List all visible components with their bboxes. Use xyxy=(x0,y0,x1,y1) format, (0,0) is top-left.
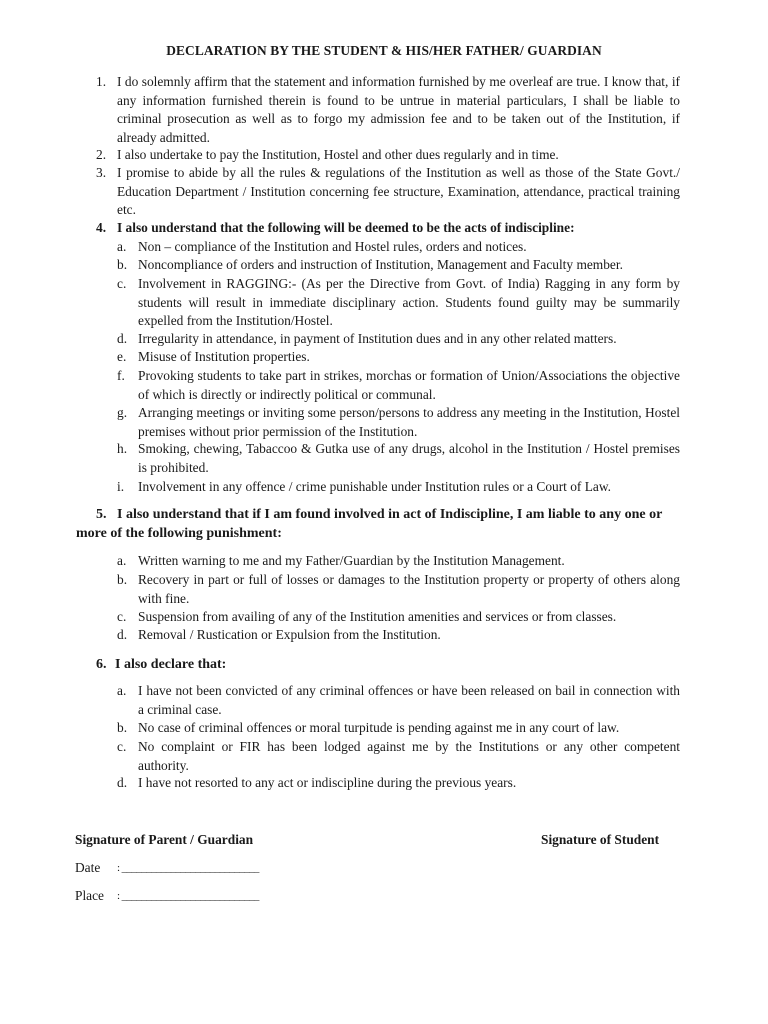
sub-item-text: Recovery in part or full of losses or damages to the Institution property or property of others along with fine. xyxy=(138,572,680,606)
sub-item-text: Suspension from availing of any of the Institution amenities and services or from classes. xyxy=(138,609,617,624)
sub-item-letter: d. xyxy=(117,331,128,346)
sub-item-text: Non – compliance of the Institution and Hostel rules, orders and notices. xyxy=(138,239,527,254)
list-item xyxy=(96,219,680,238)
list-item xyxy=(96,73,680,147)
sub-item-letter: a. xyxy=(117,553,127,568)
item-text: I promise to abide by all the rules & regulations of the Institution as well as those of the State Govt./ Education Department / Institution concerning fee structure, Examination, attendance, practical training etc. xyxy=(117,165,680,217)
place-label: Place xyxy=(75,888,104,903)
item-number: 3. xyxy=(96,165,107,180)
sub-item-letter: e. xyxy=(117,349,127,364)
sub-item-text: I have not resorted to any act or indiscipline during the previous years. xyxy=(138,775,517,790)
sub-item-letter: h. xyxy=(117,441,128,456)
parent-signature-label: Signature of Parent / Guardian xyxy=(75,832,254,847)
sub-item-text: Removal / Rustication or Expulsion from the Institution. xyxy=(138,627,441,642)
sub-item-letter: b. xyxy=(117,572,128,587)
sub-item-letter: a. xyxy=(117,239,127,254)
sub-item-text: Written warning to me and my Father/Guardian by the Institution Management. xyxy=(138,553,565,568)
sub-item-letter: b. xyxy=(117,257,128,272)
item-number: 6. xyxy=(96,657,107,672)
list-item xyxy=(96,655,680,674)
item-heading: I also declare that: xyxy=(115,657,227,672)
list-item xyxy=(96,146,680,165)
sub-item-text: No case of criminal offences or moral turpitude is pending against me in any court of law. xyxy=(138,720,620,735)
date-field[interactable]: : ____________________________ xyxy=(117,862,259,874)
date-label: Date xyxy=(75,860,101,875)
sub-item-letter: f. xyxy=(117,368,125,383)
student-signature-label: Signature of Student xyxy=(541,832,660,847)
sub-item-text: Involvement in any offence / crime punishable under Institution rules or a Court of Law. xyxy=(138,479,612,494)
sub-item-letter: c. xyxy=(117,609,127,624)
sub-item-text: No complaint or FIR has been lodged against me by the Institutions or any other competent authority. xyxy=(138,739,680,773)
sub-item-letter: d. xyxy=(117,627,128,642)
sub-item-text: Involvement in RAGGING:- (As per the Directive from Govt. of India) Ragging in any form by students will result in immediate disciplinary action. Students found guilty may be summarily expelled from the Institution/Hostel. xyxy=(138,276,680,328)
item-text: I also undertake to pay the Institution, Hostel and other dues regularly and in time. xyxy=(117,147,559,162)
item-number: 5. xyxy=(96,507,107,522)
sub-item-text: Arranging meetings or inviting some person/persons to address any meeting in the Institution, Hostel premises without prior permission of the Institution. xyxy=(138,405,680,439)
sub-item-text: Misuse of Institution properties. xyxy=(138,349,310,364)
item-number: 4. xyxy=(96,220,107,235)
sub-item-letter: g. xyxy=(117,405,128,420)
sub-item-text: I have not been convicted of any criminal offences or have been released on bail in connection with a criminal case. xyxy=(138,683,680,717)
sub-item-letter: c. xyxy=(117,276,127,291)
item-number: 2. xyxy=(96,147,107,162)
sub-item-text: Provoking students to take part in strikes, morchas or formation of Union/Associations the objective of which is directly or indirectly political or communal. xyxy=(138,368,680,402)
sub-item-text: Noncompliance of orders and instruction of Institution, Management and Faculty member. xyxy=(138,257,623,272)
sub-item-text: Smoking, chewing, Tabaccoo & Gutka use of any drugs, alcohol in the Institution / Hostel premises is prohibited. xyxy=(138,441,680,475)
item-heading: I also understand that the following will be deemed to be the acts of indiscipline: xyxy=(117,220,575,235)
sub-item-letter: d. xyxy=(117,775,128,790)
item-number: 1. xyxy=(96,74,107,89)
sub-item-letter: c. xyxy=(117,739,127,754)
sub-item-text: Irregularity in attendance, in payment of Institution dues and in any other related matters. xyxy=(138,331,617,346)
place-field[interactable]: : ____________________________ xyxy=(117,890,259,902)
item-heading-text: I also understand that if I am found involved in act of Indiscipline, I am liable to any one or more of the following punishment: xyxy=(76,507,663,541)
sub-item-letter: b. xyxy=(117,720,128,735)
list-item xyxy=(96,164,680,220)
sub-item-letter: i. xyxy=(117,479,125,494)
page-title: DECLARATION BY THE STUDENT & HIS/HER FATHER/ GUARDIAN xyxy=(166,43,602,58)
item-text: I do solemnly affirm that the statement and information furnished by me overleaf are true. I know that, if any information furnished therein is found to be untrue in material particulars, I shall be liable to criminal prosecution as well as to forgo my admission fee and to be taken out of the Institution, if already admitted. xyxy=(117,74,680,145)
sub-item-letter: a. xyxy=(117,683,127,698)
